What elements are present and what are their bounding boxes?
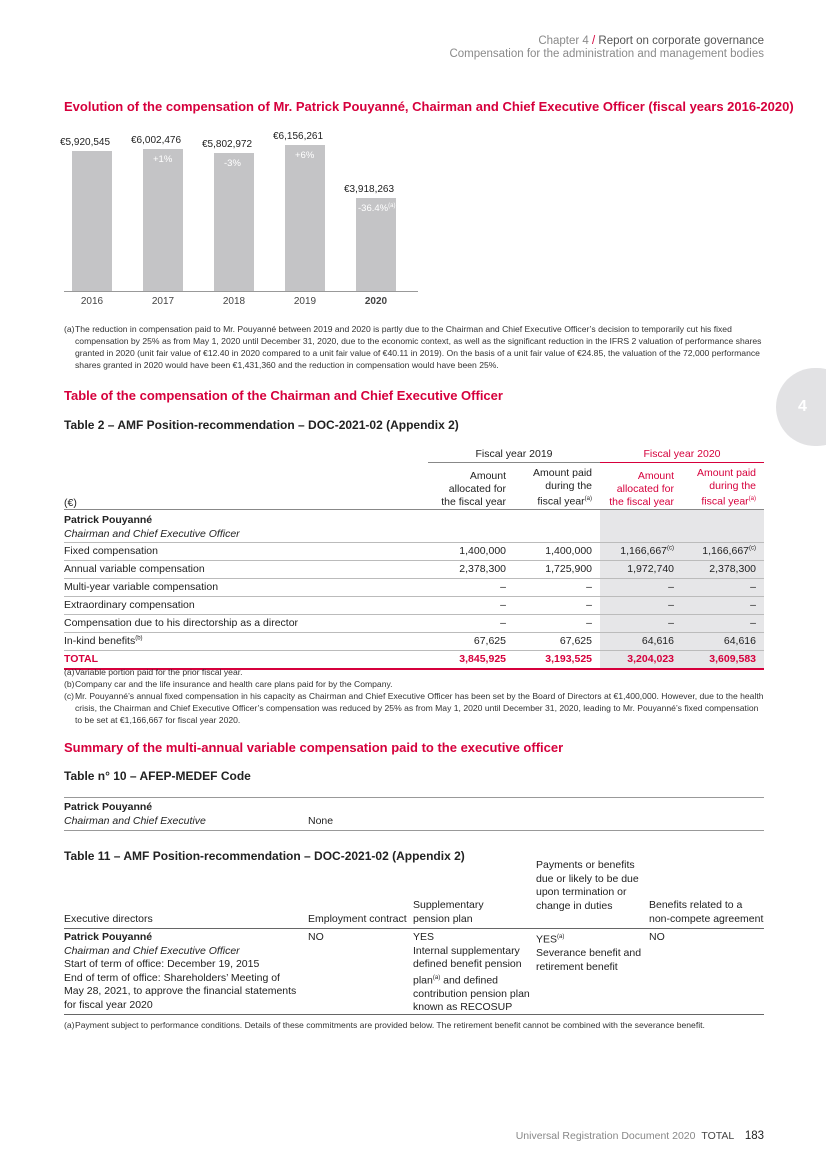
table10-title: Table n° 10 – AFEP-MEDEF Code bbox=[64, 769, 251, 783]
x-tick-label: 2019 bbox=[293, 296, 317, 307]
chart-change-label: -3% bbox=[224, 158, 241, 169]
page-number: 183 bbox=[744, 1130, 764, 1142]
table-row bbox=[64, 596, 764, 614]
t11-header-rule bbox=[64, 928, 764, 929]
table2-footnote: (a) Variable portion paid for the prior fiscal year. bbox=[64, 667, 243, 677]
person-role: Chairman and Chief Executive Officer bbox=[64, 527, 240, 540]
footer-doc-title: Universal Registration Document 2020 bbox=[515, 1130, 696, 1142]
table-row bbox=[64, 542, 764, 560]
t11-header-pension: Supplementary pension plan bbox=[413, 899, 484, 925]
paid-2019: – bbox=[514, 578, 600, 596]
chart-value-label: €3,918,263 bbox=[344, 184, 395, 195]
section-title-multiannual: Summary of the multi-annual variable compensation paid to the executive officer bbox=[64, 740, 564, 755]
footnote-mark: (a) bbox=[64, 324, 75, 334]
t11-employment-cell: NO bbox=[308, 931, 324, 943]
chart-change-label: +1% bbox=[153, 154, 173, 165]
chart-value-label: €6,156,261 bbox=[273, 131, 324, 142]
table-header-years bbox=[64, 445, 764, 463]
table-header-columns bbox=[64, 463, 764, 510]
total-allocated-2019: 3,845,925 bbox=[428, 650, 514, 669]
table2-footnote: (c) Mr. Pouyanné’s annual fixed compensation in his capacity as Chairman and Chief Executive Officer has been set by the Board of Directors at €1,400,000. However, due to the health crisis, the Chairman and Chief Executive Officer’s compensation was reduced by 25% as from May 1, 2020 until December 31, 2020, leading to Mr. Pouyanné’s fixed compensation to be set at €1,166,667 for fiscal year 2020. bbox=[64, 691, 764, 725]
paid-2019: 1,725,900 bbox=[514, 560, 600, 578]
chart-change-label: +6% bbox=[295, 150, 315, 161]
allocated-2019: – bbox=[428, 578, 514, 596]
paid-2020: – bbox=[682, 614, 764, 632]
chart-bar-2018 bbox=[214, 153, 254, 291]
x-tick-label: 2017 bbox=[151, 296, 175, 307]
row-label: Extraordinary compensation bbox=[64, 596, 428, 614]
chart-bar-2019 bbox=[285, 145, 325, 291]
col-paid-2020: Amount paid during the fiscal year$^{(a)}$ bbox=[682, 463, 764, 510]
compensation-table bbox=[64, 445, 764, 670]
chart-value-label: €5,920,545 bbox=[60, 137, 111, 148]
row-label: Fixed compensation bbox=[64, 542, 428, 560]
table11-footnote: (a) Payment subject to performance conditions. Details of these commitments are provided below. The retirement benefit cannot be combined with the severance benefit. bbox=[64, 1020, 705, 1030]
table10-person: Patrick Pouyanné bbox=[64, 801, 153, 813]
table10-value: None bbox=[308, 815, 334, 827]
table2-footnote: (b) Company car and the life insurance and health care plans paid for by the Company. bbox=[64, 679, 393, 689]
person-row bbox=[64, 509, 764, 542]
paid-2019: – bbox=[514, 596, 600, 614]
table10-role: Chairman and Chief Executive bbox=[64, 815, 206, 827]
paid-2020: – bbox=[682, 578, 764, 596]
allocated-2019: 2,378,300 bbox=[428, 560, 514, 578]
row-label: Compensation due to his directorship as a director bbox=[64, 614, 428, 632]
t11-header-executive: Executive directors bbox=[64, 913, 153, 925]
paid-2019: – bbox=[514, 614, 600, 632]
t11-noncompete-cell: NO bbox=[649, 931, 665, 943]
row-label: In-kind benefits$^{(b)}$ bbox=[64, 632, 428, 650]
total-paid-2020: 3,609,583 bbox=[682, 650, 764, 669]
table10-top-rule bbox=[64, 797, 764, 798]
allocated-2020: – bbox=[600, 578, 682, 596]
t11-bottom-rule bbox=[64, 1014, 764, 1015]
allocated-2019: 1,400,000 bbox=[428, 542, 514, 560]
x-tick-label: 2016 bbox=[80, 296, 104, 307]
col-allocated-2019: Amount allocated for the fiscal year bbox=[428, 463, 514, 510]
t11-person-name: Patrick Pouyanné bbox=[64, 931, 153, 943]
chart-bar-2017 bbox=[143, 149, 183, 291]
col-paid-2019: Amount paid during the fiscal year$^{(a)}$ bbox=[514, 463, 600, 510]
currency-label: (€) bbox=[64, 463, 428, 510]
allocated-2019: 67,625 bbox=[428, 632, 514, 650]
chapter-title: Report on corporate governance bbox=[598, 35, 764, 47]
allocated-2019: – bbox=[428, 596, 514, 614]
compensation-bar-chart bbox=[60, 130, 418, 310]
paid-2020: 2,378,300 bbox=[682, 560, 764, 578]
chapter-number: Chapter 4 bbox=[538, 35, 589, 47]
t11-pension-cell: YES Internal supplementary defined benefit pension plan$^{(a)}$ and defined contribution pension plan known as RECOSUP bbox=[413, 931, 530, 1013]
chart-title: Evolution of the compensation of Mr. Patrick Pouyanné, Chairman and Chief Executive Officer (fiscal years 2016-2020) bbox=[64, 99, 794, 114]
x-axis-line bbox=[64, 291, 418, 292]
t11-person-role: Chairman and Chief Executive Officer bbox=[64, 944, 240, 957]
t11-executive-cell: Patrick Pouyanné Chairman and Chief Executive Officer Start of term of office: December 19, 2015 End of term of office: Shareholders’ Meeting of May 28, 2021, to approve the financial statements for fiscal year 2020 bbox=[64, 931, 297, 1011]
footer-brand: TOTAL bbox=[701, 1130, 734, 1142]
row-label: Annual variable compensation bbox=[64, 560, 428, 578]
allocated-2020: – bbox=[600, 614, 682, 632]
total-paid-2019: 3,193,525 bbox=[514, 650, 600, 669]
row-label: Multi-year variable compensation bbox=[64, 578, 428, 596]
allocated-2020: 64,616 bbox=[600, 632, 682, 650]
t11-header-termination: Payments or benefits due or likely to be due upon termination or change in duties bbox=[536, 859, 639, 912]
table-row bbox=[64, 578, 764, 596]
table11-title: Table 11 – AMF Position-recommendation – DOC-2021-02 (Appendix 2) bbox=[64, 849, 465, 863]
page-footer bbox=[516, 1130, 764, 1142]
header-slash: / bbox=[588, 35, 599, 47]
t11-header-employment: Employment contract bbox=[308, 913, 407, 925]
allocated-2019: – bbox=[428, 614, 514, 632]
x-tick-label: 2020 bbox=[364, 296, 388, 307]
allocated-2020: 1,972,740 bbox=[600, 560, 682, 578]
section-header: Compensation for the administration and management bodies bbox=[449, 48, 764, 60]
chart-footnote bbox=[64, 323, 764, 371]
table10-bottom-rule bbox=[64, 830, 764, 831]
table-row bbox=[64, 632, 764, 650]
t11-header-noncompete: Benefits related to a non-compete agreement bbox=[649, 899, 764, 925]
paid-2020: – bbox=[682, 596, 764, 614]
allocated-2020: – bbox=[600, 596, 682, 614]
person-name: Patrick Pouyanné bbox=[64, 513, 153, 526]
table-row bbox=[64, 614, 764, 632]
paid-2019: 67,625 bbox=[514, 632, 600, 650]
allocated-2020: 1,166,667$^{(c)}$ bbox=[600, 542, 682, 560]
t11-termination-cell: YES$^{(a)}$ Severance benefit and retirement benefit bbox=[536, 933, 642, 973]
fiscal-year-2019-header: Fiscal year 2019 bbox=[428, 445, 600, 463]
side-tab-number: 4 bbox=[798, 398, 807, 415]
chart-bar-2016 bbox=[72, 151, 112, 291]
total-allocated-2020: 3,204,023 bbox=[600, 650, 682, 669]
footnote-text: The reduction in compensation paid to Mr. Pouyanné between 2019 and 2020 is partly due to the Chairman and Chief Executive Officer’s decision to temporarily cut his fixed compensation by 25% as from May 1, 2020 until December 31, 2020, due to the economic context, as well as the significant reduction in the IFRS 2 valuation of performance shares granted in 2020 (unit fair value of €12.40 in 2020 compared to a unit fair value of €40.11 in 2019). On the basis of a unit fair value of €24.85, the valuation of the 72,000 performance shares granted in 2020 would have been €1,431,360 and the reduction in compensation would have been 25%. bbox=[75, 324, 762, 370]
table2-footnotes bbox=[64, 666, 764, 726]
table2-title: Table 2 – AMF Position-recommendation – DOC-2021-02 (Appendix 2) bbox=[64, 418, 459, 432]
paid-2019: 1,400,000 bbox=[514, 542, 600, 560]
chart-change-label: -36.4%$^{(a)}$ bbox=[358, 203, 396, 215]
fiscal-year-2020-header: Fiscal year 2020 bbox=[600, 445, 764, 463]
total-label: TOTAL bbox=[64, 650, 428, 669]
table-row bbox=[64, 560, 764, 578]
col-allocated-2020: Amount allocated for the fiscal year bbox=[600, 463, 682, 510]
x-tick-label: 2018 bbox=[222, 296, 246, 307]
section-title-compensation-table: Table of the compensation of the Chairman and Chief Executive Officer bbox=[64, 388, 503, 403]
chapter-header bbox=[538, 34, 764, 48]
chart-value-label: €6,002,476 bbox=[131, 135, 182, 146]
person-cell bbox=[64, 509, 428, 542]
paid-2020: 64,616 bbox=[682, 632, 764, 650]
paid-2020: 1,166,667$^{(c)}$ bbox=[682, 542, 764, 560]
chapter-side-tab bbox=[776, 368, 826, 446]
chart-value-label: €5,802,972 bbox=[202, 139, 253, 150]
